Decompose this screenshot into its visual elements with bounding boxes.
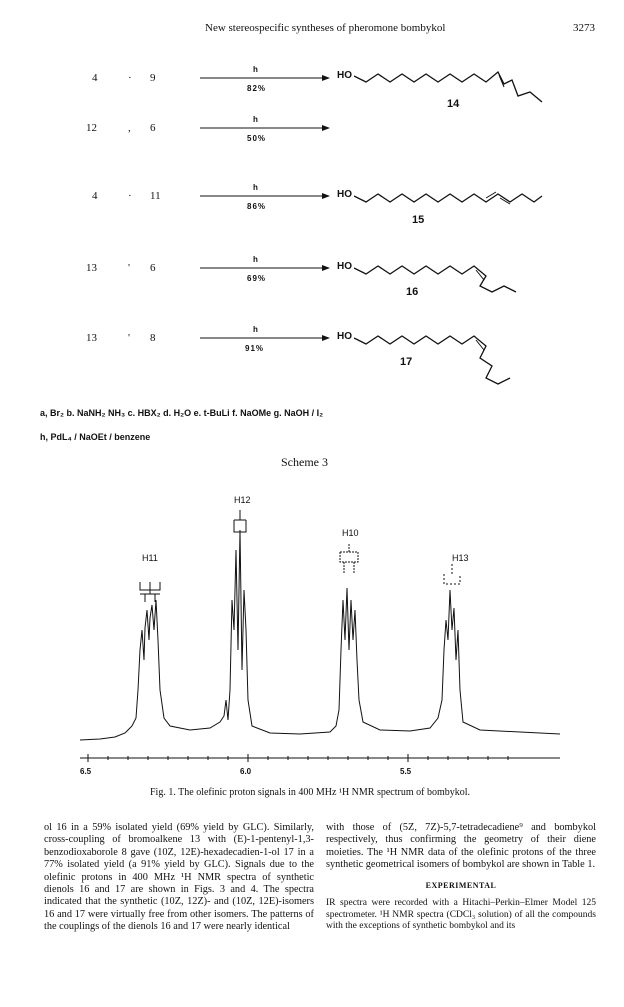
running-title: New stereospecific syntheses of pheromone bombykol [205,22,446,34]
reaction-row [0,320,624,380]
body-column-left [44,822,314,934]
reactant-separator: , [128,122,131,134]
hydroxyl-label: HO [337,70,352,81]
reactant-right: 6 [150,262,156,274]
reaction-arrow [200,192,330,200]
reactant-left: 4 [92,72,98,84]
product-structure [354,254,544,296]
reaction-row [0,112,624,172]
peak-label-h11: H11 [142,553,158,563]
reaction-arrow [200,334,330,342]
peak-label-h12: H12 [234,495,251,505]
body-column-right [326,822,596,933]
reactant-separator: ' [128,262,130,274]
reaction-arrow [200,74,330,82]
product-structure [354,182,544,212]
page-number: 3273 [573,22,595,34]
body-paragraph: ol 16 in a 59% isolated yield (69% yield by GLC). Similarly, cross-coupling of bromoalkene 13 with (E)-1-pentenyl-1,3-benzodioxaborole 8 gave (10Z, 12E)-hexadecadien-1-ol 17 in a 77% isolated yield (a 91% yield by GLC). Signals due to the olefinic protons in 400 MHz ¹H NMR spectra of synthetic dienols 16 and 17 are shown in Figs. 3 and 4. The spectra indicated that the synthetic (10Z, 12Z)- and (10Z, 12E)-isomers 16 and 17 were virtually free from other isomers. The patterns of the couplings of the dienols 16 and 17 were nearly identical [44,822,314,933]
nmr-spectrum [60,490,580,770]
reaction-arrow [200,264,330,272]
product-number: 14 [447,98,460,110]
figure-caption: Fig. 1. The olefinic proton signals in 400 MHz ¹H NMR spectrum of bombykol. [150,787,471,798]
peak-label-h10: H10 [342,528,359,538]
yield-label: 86% [247,202,267,211]
product-number: 17 [400,356,413,368]
reactant-left: 13 [86,332,97,344]
reactant-right: 6 [150,122,156,134]
reactant-right: 8 [150,332,156,344]
reagent-label: h [253,65,259,74]
hydroxyl-label: HO [337,189,352,200]
reactant-separator: · [128,190,132,202]
scheme-caption: Scheme 3 [281,455,328,469]
hydroxyl-label: HO [337,331,352,342]
reactant-separator: · [128,72,132,84]
peak-label-h13: H13 [452,553,469,563]
axis-tick-label: 5.5 [400,767,412,776]
axis-tick-label: 6.5 [80,767,92,776]
yield-label: 50% [247,134,267,143]
reactant-left: 13 [86,262,97,274]
reaction-row [0,180,624,240]
yield-label: 69% [247,274,267,283]
reactant-separator: ' [128,332,130,344]
reactant-right: 11 [150,190,161,202]
reagent-label: h [253,115,259,124]
reagents-list: a, Br₂ b. NaNH₂ NH₃ c. HBX₂ d. H₂O e. t-BuLi f. NaOMe g. NaOH / I₂ [40,408,324,418]
section-heading: EXPERIMENTAL [425,880,497,890]
hydroxyl-label: HO [337,261,352,272]
reagent-label: h [253,325,259,334]
body-paragraph: with those of (5Z, 7Z)-5,7-tetradecadiene⁹ and bombykol respectively, thus confirming the geometry of their diene moieties. The ¹H NMR data of the olefinic protons of the three synthetic geometrical isomers of bombykol are shown in Table 1. [326,822,596,871]
reactant-left: 4 [92,190,98,202]
axis-tick-label: 6.0 [240,767,252,776]
yield-label: 82% [247,84,267,93]
reaction-arrow [200,124,330,132]
reactant-right: 9 [150,72,156,84]
product-structure [354,324,544,394]
product-number: 15 [412,214,425,226]
reactant-left: 12 [86,122,97,134]
reaction-row [0,252,624,312]
reagent-label: h [253,183,259,192]
reagent-label: h [253,255,259,264]
product-number: 16 [406,286,419,298]
yield-label: 91% [245,344,265,353]
reagents-list-continued: h, PdL₄ / NaOEt / benzene [40,432,151,442]
body-paragraph: IR spectra were recorded with a Hitachi–Perkin–Elmer Model 125 spectrometer. ¹H NMR spectra (CDCl₃ solution) of all the compounds with the exceptions of synthetic bombykol and its [326,898,596,932]
